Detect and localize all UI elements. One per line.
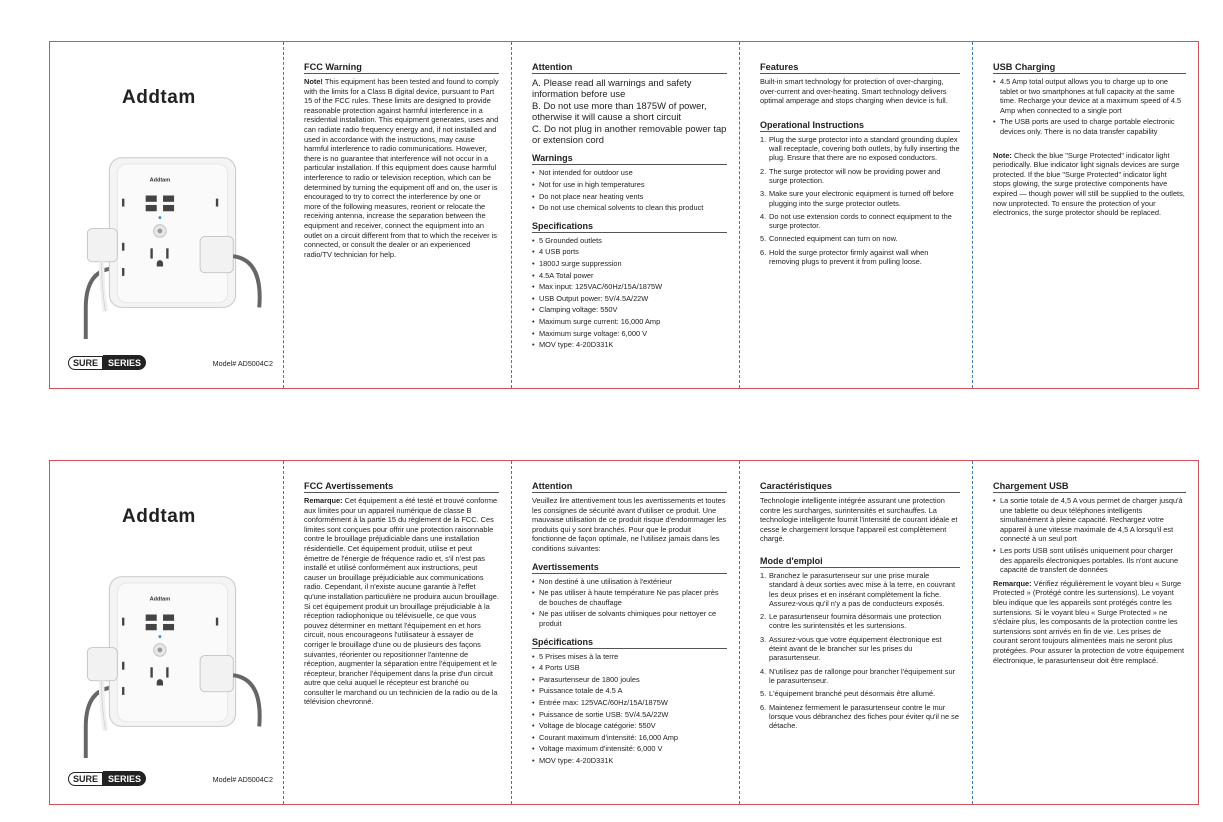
list-item: 6. Hold the surge protector firmly against wall when removing plugs to prevent it from pulling loose. bbox=[760, 247, 929, 267]
op-list-fr bbox=[760, 571, 960, 730]
fcc-text-fr: Cet équipement a été testé et trouvé conforme aux limites pour un appareil numérique de classe B conformément à la partie 15 du règlement de la FCC. Ces limites sont conçues pour offrir une protection raisonnable contre le brouillage préjudiciable dans une installation résidentielle. Cet équipement produit, utilise et peut émettre de l'énergie de fréquence radio et, s'il n'est pas installé et utilisé conformément aux instructions, peut causer un brouillage préjudiciable aux communications radio. Cependant, il n'existe aucune garantie à l'effet qu'une installation particulière ne produira aucun brouillage. Si cet équipement produit un brouillage préjudiciable à la réception radiophonique ou télévisuelle, ce que vous pouvez déterminer en mettant l'équipement en et hors circuit, nous encourageons l'utilisateur à essayer de corriger le brouillage d'une ou de plusieurs des façons suivantes, réorienter ou repositionner l'antenne de réception, augmenter la séparation entre l'équipement et le récepteur, brancher l'équipement dans la prise d'un circuit autre que celui auquel le récepteur est branché ou consulter le marchand ou un technicien de la radio ou de la télévision chevronné. bbox=[304, 496, 499, 707]
fcc-title: FCC Warning bbox=[304, 62, 499, 74]
list-item: • Entrée max: 125VAC/60Hz/15A/1875W bbox=[532, 698, 727, 708]
specs-title: Specifications bbox=[532, 221, 727, 233]
features-text-fr: Technologie intelligente intégrée assurant une protection contre les surcharges, surintensités et surchauffes. La technologie intelligente fournit l'intensité de courant idéale et cesse le chargement lorsque l'appareil est complètement chargé. bbox=[760, 496, 958, 544]
op-title-fr: Mode d'emploi bbox=[760, 556, 960, 568]
list-item: 5. L'équipement branché peut désormais être allumé. bbox=[760, 689, 936, 699]
list-item: • La sortie totale de 4,5 A vous permet de charger jusqu'à une tablette ou deux téléphones intelligents simultanément à pleine capacité. Rechargez votre appareil à une vitesse maximale de 4,5 A lorsqu'il est connecté à un seul port bbox=[993, 496, 1186, 544]
series-word-1: SURE bbox=[68, 772, 103, 786]
features-panel bbox=[739, 42, 972, 388]
warnings-title-fr: Avertissements bbox=[532, 562, 727, 574]
usb-list bbox=[993, 77, 1186, 137]
usb-title: USB Charging bbox=[993, 62, 1186, 74]
list-item: • Puissance totale de 4.5 A bbox=[532, 686, 727, 696]
list-item: 3. Make sure your electronic equipment is turned off before plugging into the surge protector outlets. bbox=[760, 189, 954, 208]
attention-title: Attention bbox=[532, 62, 727, 74]
list-item: 1. Branchez le parasurtenseur sur une prise murale standard à deux sorties avec mise à la terre, en couvrant les deux prises et en insérant complètement la fiche. Assurez-vous qu'il n'y a pas de conducteurs exposés. bbox=[760, 570, 956, 608]
list-item: 1. Plug the surge protector into a standard grounding duplex wall receptacle, covering both outlets, by fully inserting the plug. Ensure that there are no exposed conductors. bbox=[760, 134, 960, 163]
attention-a: A. Please read all warnings and safety information before use bbox=[532, 77, 692, 100]
list-item: • Max input: 125VAC/60Hz/15A/1875W bbox=[532, 282, 727, 292]
list-item: • 5 Grounded outlets bbox=[532, 236, 727, 246]
list-item: • Parasurtenseur de 1800 joules bbox=[532, 675, 727, 685]
usb-list-fr bbox=[993, 496, 1186, 575]
series-word-1: SURE bbox=[68, 356, 103, 370]
attention-text-fr: Veuillez lire attentivement tous les avertissements et toutes les consignes de sécurité avant d'utiliser ce produit. Une mauvaise utilisation de ce produit risque d'endommager les produits qui y sont branchés. Pour que le produit fonctionne de façon optimale, ne l'utilisez jamais dans les conditions suivantes: bbox=[532, 496, 727, 553]
list-item: • Not intended for outdoor use bbox=[532, 168, 727, 178]
list-item: 2. The surge protector will now be providing power and surge protection. bbox=[760, 166, 941, 185]
series-word-2: SERIES bbox=[103, 771, 146, 786]
list-item: 6. Maintenez fermement le parasurtenseur contre le mur lorsque vous débranchez des fiches pour éviter qu'il ne se détache. bbox=[760, 702, 959, 731]
list-item: • Non destiné à une utilisation à l'extérieur bbox=[532, 577, 727, 587]
list-item: • Maximum surge voltage: 6,000 V bbox=[532, 329, 727, 339]
usb-panel-fr bbox=[972, 461, 1198, 804]
series-word-2: SERIES bbox=[103, 355, 146, 370]
brand-logo: Addtam bbox=[122, 87, 196, 108]
op-list bbox=[760, 135, 960, 267]
fcc-panel bbox=[283, 42, 511, 388]
note-text: Check the blue "Surge Protected" indicator light periodically. Blue indicator light signals devices are surge protected. If the blue "Surge Protected" indicator light stops glowing, the surge protective components have expired — though power will still be supplied to the outlets, now unprotected. To ensure the protection of your electronics, the surge protector should be replaced. bbox=[993, 150, 1185, 218]
features-title-fr: Caractéristiques bbox=[760, 481, 960, 493]
list-item: • 4 USB ports bbox=[532, 247, 727, 257]
specs-list-fr bbox=[532, 652, 727, 766]
features-text: Built-in smart technology for protection of over-charging, over-current and over-heating. Smart technology delivers optimal amperage and stops charging when device is full. bbox=[760, 77, 948, 106]
list-item: • 4 Ports USB bbox=[532, 663, 727, 673]
list-item: • Voltage maximum d'intensité: 6,000 V bbox=[532, 744, 727, 754]
usb-panel bbox=[972, 42, 1198, 388]
cover-panel-fr bbox=[50, 461, 283, 804]
list-item: • Puissance de sortie USB: 5V/4.5A/22W bbox=[532, 710, 727, 720]
features-title: Features bbox=[760, 62, 960, 74]
warnings-title: Warnings bbox=[532, 153, 727, 165]
list-item: • Not for use in high temperatures bbox=[532, 180, 727, 190]
list-item: • 4.5A Total power bbox=[532, 271, 727, 281]
french-leaflet bbox=[49, 460, 1199, 805]
usb-title-fr: Chargement USB bbox=[993, 481, 1186, 493]
list-item: • The USB ports are used to charge portable electronic devices only. There is no data transfer capability bbox=[993, 117, 1186, 136]
note-label-fr: Remarque: bbox=[993, 578, 1032, 588]
list-item: • Do not place near heating vents bbox=[532, 192, 727, 202]
list-item: • Ne pas utiliser de solvants chimiques pour nettoyer ce produit bbox=[532, 609, 727, 628]
features-panel-fr bbox=[739, 461, 972, 804]
list-item: • Do not use chemical solvents to clean this product bbox=[532, 203, 727, 213]
list-item: 3. Assurez-vous que votre équipement électronique est éteint avant de le brancher sur les prises du parasurtenseur. bbox=[760, 634, 942, 663]
attention-panel-fr bbox=[511, 461, 739, 804]
device-label: Addtam bbox=[149, 177, 171, 184]
list-item: • MOV type: 4-20D331K bbox=[532, 756, 727, 766]
device-label: Addtam bbox=[149, 596, 171, 603]
specs-list bbox=[532, 236, 727, 350]
surge-protector-image bbox=[70, 134, 275, 339]
list-item: 4. Do not use extension cords to connect equipment to the surge protector. bbox=[760, 211, 952, 231]
list-item: • Ne pas utiliser à haute température Ne pas placer près de bouches de chauffage bbox=[532, 588, 727, 607]
attention-panel bbox=[511, 42, 739, 388]
fcc-note-label-fr: Remarque: bbox=[304, 496, 343, 505]
surge-protector-image bbox=[70, 553, 275, 758]
model-number: Model# AD5004C2 bbox=[212, 359, 273, 368]
list-item: 2. Le parasurtenseur fournira désormais une protection contre les surintensités et les surtensions. bbox=[760, 612, 942, 631]
sure-series-badge bbox=[68, 355, 146, 370]
op-title: Operational Instructions bbox=[760, 120, 960, 132]
specs-title-fr: Spécifications bbox=[532, 637, 727, 649]
warnings-list bbox=[532, 168, 727, 212]
list-item: • 4.5 Amp total output allows you to charge up to one tablet or two smartphones at full capacity at the same time. Recharge your device at a maximum speed of 4.5 Amp when connected to a single port bbox=[993, 77, 1186, 115]
list-item: • 5 Prises mises à la terre bbox=[532, 652, 727, 662]
list-item: • Courant maximum d'intensité: 16,000 Amp bbox=[532, 733, 727, 743]
note-text-fr: Vérifiez régulièrement le voyant bleu « Surge Protected » (Protégé contre les surtensions). Le voyant bleu indique que les appareils sont protégés contre les surtensions. Si le voyant bleu « Surge Protected » ne s'éclaire plus, les composants de la protection contre les surtensions sont arrivés en fin de vie. Les prises de courant seront toujours alimentées mais ne seront plus protégées. Pour assurer la protection de votre équipement électronique, le parasurtenseur doit être remplacé. bbox=[993, 578, 1185, 665]
fcc-text: This equipment has been tested and found to comply with the limits for a Class B digital device, pursuant to Part 15 of the FCC rules. These limits are designed to provide reasonable protection against harmful interference in a residential installation. This equipment generates, uses and can radiate radio frequency energy and, if not installed and used in accordance with the instructions, may cause harmful interference to radio communications. However, there is no guarantee that interference will not occur in a particular installation. If this equipment does cause harmful interference to radio or television reception, which can be determined by turning the equipment off and on, the user is encouraged to try to correct the interference by one or more of the following measures, reorient or relocate the receiving antenna, increase the separation between the equipment and receiver, connect the equipment into an outlet on a circuit different from that to which the receiver is connected, or consult the dealer or an experienced radio/TV technician for help. bbox=[304, 77, 499, 259]
list-item: • Les ports USB sont utilisés uniquement pour charger des appareils électroniques portables. Ils n'ont aucune capacité de transfert de données bbox=[993, 546, 1186, 575]
list-item: • 1800J surge suppression bbox=[532, 259, 727, 269]
brand-logo: Addtam bbox=[122, 506, 196, 527]
note-label: Note: bbox=[993, 150, 1012, 160]
attention-c: C. Do not plug in another removable power tap or extension cord bbox=[532, 122, 727, 146]
warnings-list-fr bbox=[532, 577, 727, 629]
list-item: 4. N'utilisez pas de rallonge pour brancher l'équipement sur le parasurtenseur. bbox=[760, 666, 956, 685]
attention-b: B. Do not use more than 1875W of power, otherwise it will cause a short circuit bbox=[532, 99, 707, 123]
cover-panel bbox=[50, 42, 283, 388]
list-item: • USB Output power: 5V/4.5A/22W bbox=[532, 294, 727, 304]
list-item: • Clamping voltage: 550V bbox=[532, 305, 727, 315]
attention-title-fr: Attention bbox=[532, 481, 727, 493]
sure-series-badge bbox=[68, 771, 146, 786]
list-item: • Maximum surge current: 16,000 Amp bbox=[532, 317, 727, 327]
fcc-note-label: Note! bbox=[304, 77, 323, 86]
list-item: • MOV type: 4-20D331K bbox=[532, 340, 727, 350]
fcc-panel-fr bbox=[283, 461, 511, 804]
fcc-title-fr: FCC Avertissements bbox=[304, 481, 499, 493]
english-leaflet bbox=[49, 41, 1199, 389]
model-number: Model# AD5004C2 bbox=[212, 775, 273, 784]
list-item: • Voltage de blocage catégorie: 550V bbox=[532, 721, 727, 731]
list-item: 5. Connected equipment can turn on now. bbox=[760, 234, 898, 244]
